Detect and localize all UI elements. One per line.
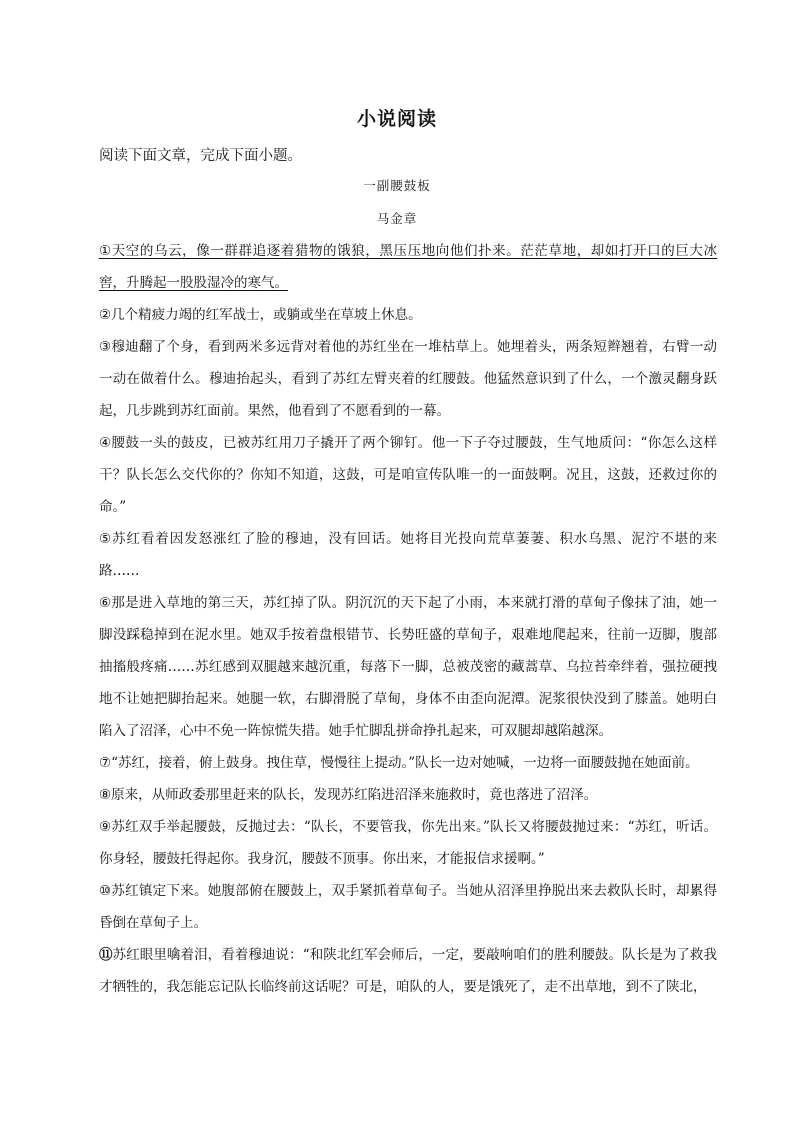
instruction-text: 阅读下面文章，完成下面小题。: [99, 148, 302, 164]
paragraph-text: 苏红镇定下来。她腹部俯在腰鼓上，双手紧抓着草甸子。当她从沼泽里挣脱出来去救队长时，却累得昏倒在草甸子上。: [99, 883, 717, 931]
paragraph-number: ⑨: [99, 819, 112, 835]
paragraph-number: ⑩: [99, 883, 112, 899]
paragraph-6: [99, 587, 717, 747]
paragraph-2: [99, 299, 717, 331]
paragraph-text: 苏红双手举起腰鼓，反抛过去：“队长，不要管我，你先出来。”队长又将腰鼓抛过来：“苏红，听话。你身轻，腰鼓托得起你。我身沉，腰鼓不顶事。你出来，才能报信求援啊。”: [99, 819, 717, 867]
paragraph-number: ③: [99, 339, 112, 355]
article-body: [99, 235, 717, 1003]
paragraph-11: [99, 939, 717, 1003]
article-title: 一副腰鼓板: [363, 178, 431, 193]
paragraph-3: [99, 331, 717, 427]
paragraph-7: [99, 747, 717, 779]
paragraph-4: [99, 427, 717, 523]
paragraph-10: [99, 875, 717, 939]
paragraph-text: “苏红，接着，俯上鼓身。拽住草，慢慢往上提动。”队长一边对她喊，一边将一面腰鼓抛在她面前。: [111, 755, 699, 771]
paragraph-number: ⑦: [99, 755, 112, 771]
paragraph-number: ⑪: [99, 947, 113, 963]
paragraph-text: 几个精疲力竭的红军战士，或躺或坐在草坡上休息。: [111, 307, 422, 323]
paragraph-number: ⑧: [99, 787, 112, 803]
paragraph-text: 天空的乌云，像一群群追逐着猎物的饿狼，黑压压地向他们扑来。茫茫草地，却如打开口的巨大冰窖，升腾起一股股湿冷的寒气。: [99, 243, 718, 291]
paragraph-5: [99, 523, 717, 587]
article-author: 马金章: [376, 211, 418, 226]
paragraph-number: ④: [99, 435, 112, 451]
paragraph-1: [99, 235, 717, 299]
paragraph-8: [99, 779, 717, 811]
paragraph-number: ①: [99, 243, 112, 259]
paragraph-text: 苏红看着因发怒涨红了脸的穆迪，没有回话。她将目光投向荒草萋萋、积水乌黑、泥泞不堪的来路……: [99, 531, 717, 579]
paragraph-9: [99, 811, 717, 875]
paragraph-text: 原来，从师政委那里赶来的队长，发现苏红陷进沼泽来施救时，竟也落进了沼泽。: [111, 787, 598, 803]
paragraph-number: ⑤: [99, 531, 113, 547]
paragraph-text: 穆迪翻了个身，看到两米多远背对着他的苏红坐在一堆枯草上。她埋着头，两条短辫翘着，右臂一动一动在做着什么。穆迪抬起头，看到了苏红左臂夹着的红腰鼓。他猛然意识到了什么，一个激灵翻身跃起，几步跳到苏红面前。果然，他看到了不愿看到的一幕。: [99, 339, 717, 419]
paragraph-text: 那是进入草地的第三天，苏红掉了队。阴沉沉的天下起了小雨，本来就打滑的草甸子像抹了油，她一脚没踩稳掉到在泥水里。她双手按着盘根错节、长势旺盛的草甸子，艰难地爬起来，往前一迈脚，腹部抽搐般疼痛……苏红感到双腿越来越沉重，每落下一脚，总被茂密的藏蒿草、乌拉苔牵绊着，强拉硬拽地不让她把脚抬起来。她腿一软，右脚滑脱了草甸，身体不由歪向泥潭。泥浆很快没到了膝盖。她明白陷入了沼泽，心中不免一阵惊慌失措。她手忙脚乱拼命挣扎起来，可双腿却越陷越深。: [99, 595, 717, 739]
paragraph-number: ②: [99, 307, 112, 323]
paragraph-number: ⑥: [99, 595, 112, 611]
page-title: 小说阅读: [356, 108, 437, 130]
paragraph-text: 苏红眼里噙着泪，看着穆迪说：“和陕北红军会师后，一定，要敲响咱们的胜利腰鼓。队长是为了救我才牺牲的，我怎能忘记队长临终前这话呢？可是，咱队的人，要是饿死了，走不出草地，到不了陕北，: [99, 947, 718, 995]
paragraph-text: 腰鼓一头的鼓皮，已被苏红用刀子撬开了两个铆钉。他一下子夺过腰鼓，生气地质问：“你怎么这样干？队长怎么交代你的？你知不知道，这鼓，可是咱宣传队唯一的一面鼓啊。况且，这鼓，还救过你的命。”: [99, 435, 717, 515]
